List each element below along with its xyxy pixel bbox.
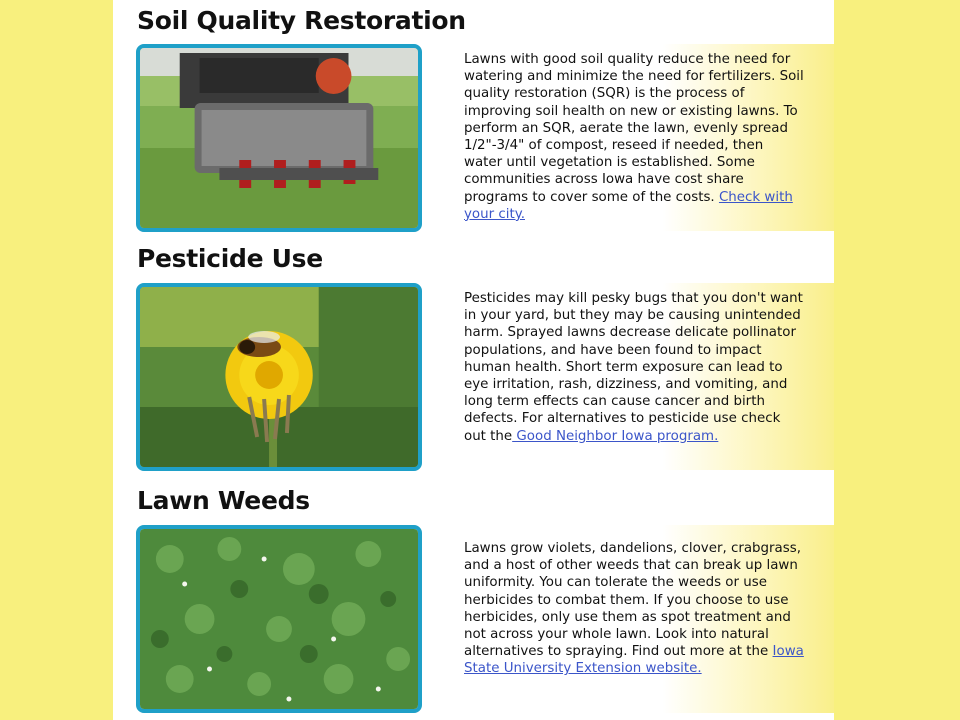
lawn-weeds-photo (136, 525, 422, 713)
section-body (464, 540, 804, 678)
good-neighbor-iowa-link[interactable]: Good Neighbor Iowa program. (512, 428, 719, 444)
aerator-tractor-photo (136, 44, 422, 232)
section-body (464, 290, 804, 445)
body-text: Lawns with good soil quality reduce the need for watering and minimize the need for fertilizers. Soil quality restoration (SQR) is the process of improving soil health on new or existing lawns. To perform an SQR, aerate the lawn, evenly spread 1/2"-3/4" of compost, reseed if needed, then water until vegetation is established. Some communities across Iowa have cost share programs to cover some of the costs. (464, 52, 804, 205)
section-title: Pesticide Use (137, 244, 323, 273)
section-body (464, 51, 804, 223)
check-with-your-city-link[interactable]: Check with your city. (464, 189, 793, 222)
bee-on-dandelion-photo (136, 283, 422, 471)
body-text: Lawns grow violets, dandelions, clover, crabgrass, and a host of other weeds that can break up lawn uniformity. You can tolerate the weeds or use herbicides to combat them. If you choose to use herbicides, only use them as spot treatment and not across your whole lawn. Look into natural alternatives to spraying. Find out more at the (464, 541, 801, 660)
body-text: Pesticides may kill pesky bugs that you don't want in your yard, but they may be causing unintended harm. Sprayed lawns decrease delicate pollinator populations, and have been found to impact human health. Short term exposure can lead to eye irritation, rash, dizziness, and vomiting, and long term effects can cause cancer and birth defects. For alternatives to pesticide use check out the (464, 291, 803, 444)
section-title: Lawn Weeds (137, 486, 310, 515)
document-page (113, 0, 834, 720)
isu-extension-link[interactable]: Iowa State University Extension website. (464, 644, 804, 677)
section-title: Soil Quality Restoration (137, 6, 466, 35)
